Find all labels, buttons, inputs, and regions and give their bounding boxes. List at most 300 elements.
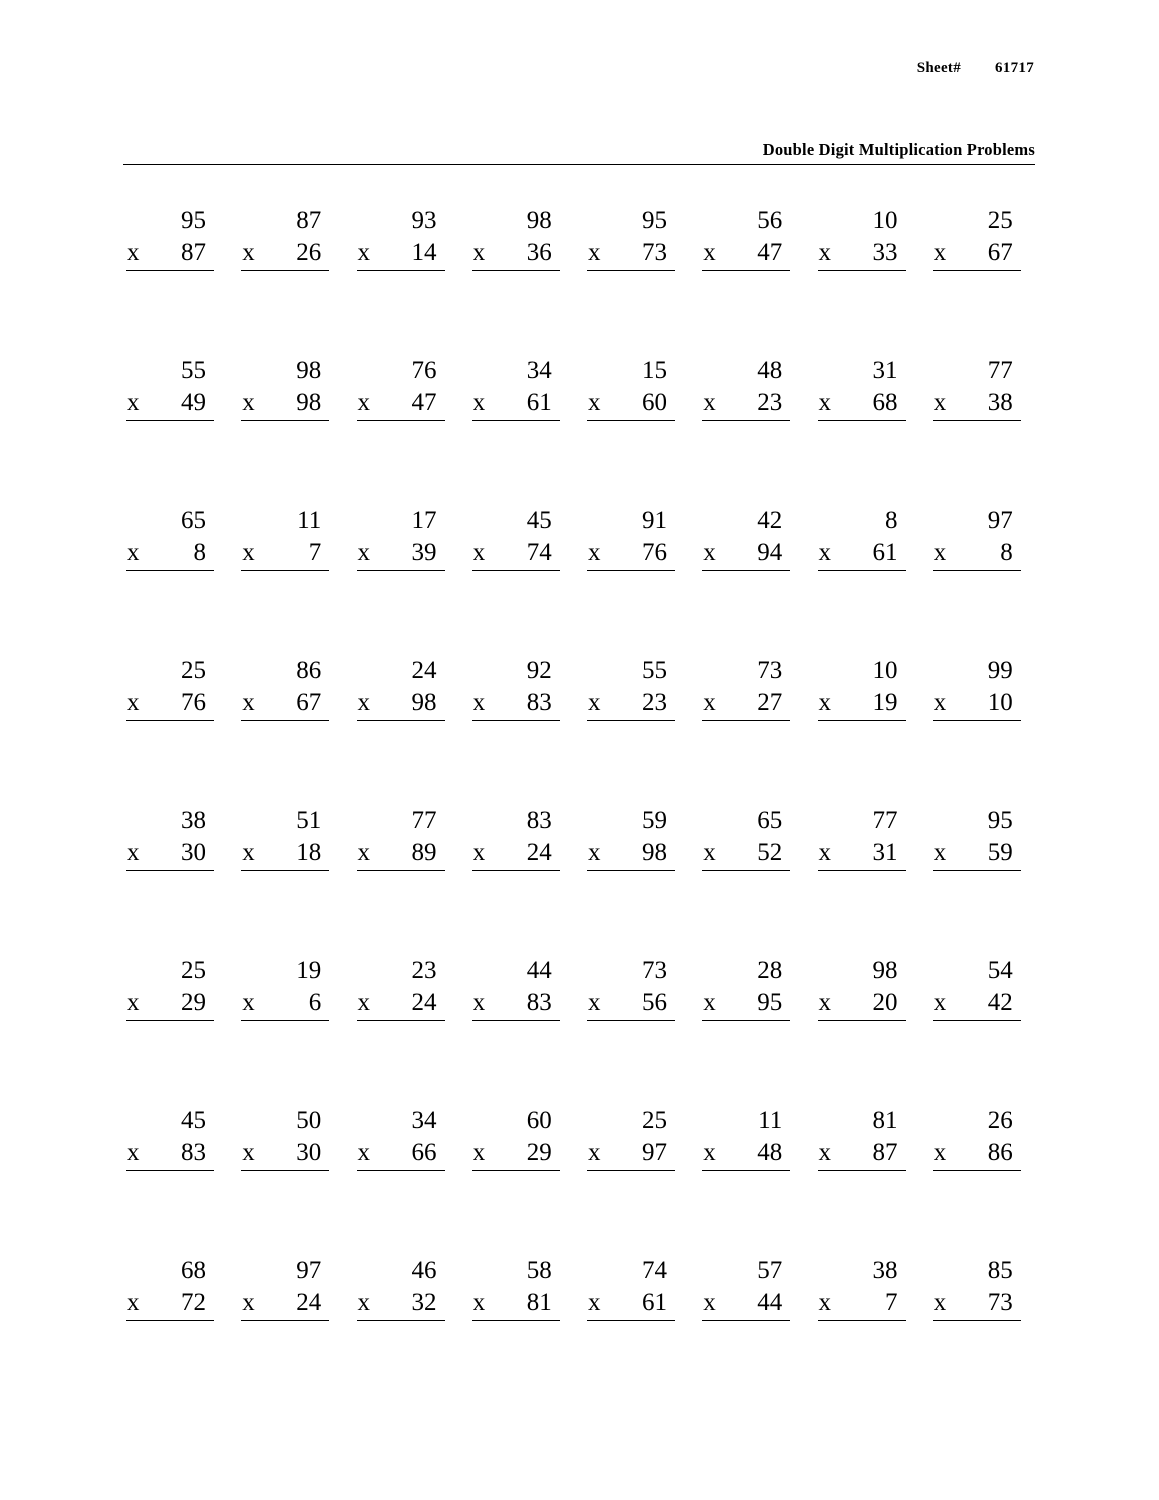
multiplier: 10 xyxy=(987,689,1013,716)
multiplication-problem xyxy=(472,1255,560,1321)
multiplication-problem xyxy=(241,805,329,871)
multiplication-problem xyxy=(818,505,906,571)
multiplier: 83 xyxy=(526,989,552,1016)
problem-cell xyxy=(349,805,464,955)
multiplication-operator: x xyxy=(818,989,831,1016)
multiplier: 24 xyxy=(526,839,552,866)
multiplication-problem xyxy=(702,655,790,721)
multiplication-operator: x xyxy=(357,539,370,566)
multiplicand: 77 xyxy=(872,807,898,834)
multiplication-operator: x xyxy=(357,1289,370,1316)
problem-cell xyxy=(694,955,809,1105)
multiplier: 98 xyxy=(296,389,322,416)
multiplication-operator: x xyxy=(588,239,601,266)
multiplication-problem xyxy=(357,1255,445,1321)
multiplication-problem xyxy=(818,805,906,871)
multiplication-problem xyxy=(357,205,445,271)
problem-cell xyxy=(810,205,925,355)
multiplier-row xyxy=(818,237,906,271)
multiplier: 19 xyxy=(872,689,898,716)
multiplication-problem xyxy=(933,955,1021,1021)
multiplier-row xyxy=(126,537,214,571)
multiplier-row xyxy=(472,1137,560,1171)
multiplication-problem xyxy=(357,655,445,721)
multiplication-operator: x xyxy=(588,389,601,416)
multiplicand: 11 xyxy=(297,507,322,534)
multiplier: 24 xyxy=(296,1289,322,1316)
multiplication-operator: x xyxy=(703,989,716,1016)
multiplier: 27 xyxy=(757,689,783,716)
multiplier-row xyxy=(818,1287,906,1321)
problem-cell xyxy=(118,355,233,505)
multiplier: 29 xyxy=(181,989,206,1016)
multiplicand: 25 xyxy=(987,207,1013,234)
multiplier: 61 xyxy=(642,1289,667,1316)
multiplication-problem xyxy=(126,955,214,1021)
multiplication-problem xyxy=(357,355,445,421)
problem-cell xyxy=(118,955,233,1105)
multiplication-operator: x xyxy=(127,989,140,1016)
multiplier-row xyxy=(587,1287,675,1321)
multiplicand: 54 xyxy=(987,957,1013,984)
multiplier-row xyxy=(126,687,214,721)
multiplication-operator: x xyxy=(242,539,255,566)
multiplier-row xyxy=(472,987,560,1021)
multiplication-operator: x xyxy=(703,1139,716,1166)
multiplication-operator: x xyxy=(242,1139,255,1166)
multiplicand: 73 xyxy=(757,657,783,684)
problem-cell xyxy=(233,955,348,1105)
multiplication-operator: x xyxy=(818,539,831,566)
multiplication-operator: x xyxy=(472,989,486,1016)
multiplication-problem xyxy=(126,805,214,871)
multiplication-operator: x xyxy=(242,1289,255,1316)
multiplier: 95 xyxy=(757,989,783,1016)
multiplier: 98 xyxy=(642,839,667,866)
multiplication-problem xyxy=(702,205,790,271)
multiplier-row xyxy=(126,1287,214,1321)
problem-cell xyxy=(464,1105,579,1255)
multiplier: 66 xyxy=(411,1139,437,1166)
problem-cell xyxy=(810,955,925,1105)
multiplication-problem xyxy=(702,1255,790,1321)
problem-cell xyxy=(118,655,233,805)
problem-cell xyxy=(464,805,579,955)
multiplicand: 76 xyxy=(411,357,437,384)
multiplication-operator: x xyxy=(127,389,140,416)
multiplier: 98 xyxy=(411,689,437,716)
multiplication-problem xyxy=(702,505,790,571)
multiplicand: 17 xyxy=(411,507,437,534)
multiplication-operator: x xyxy=(588,689,601,716)
multiplication-operator: x xyxy=(242,839,255,866)
multiplier: 73 xyxy=(987,1289,1013,1316)
multiplier-row xyxy=(933,237,1021,271)
problem-cell xyxy=(464,1255,579,1405)
problem-cell xyxy=(579,955,694,1105)
multiplication-operator: x xyxy=(818,689,831,716)
multiplier: 76 xyxy=(642,539,667,566)
multiplier-row xyxy=(126,837,214,871)
title-divider xyxy=(123,164,1035,165)
multiplier-row xyxy=(587,537,675,571)
problem-cell xyxy=(349,355,464,505)
multiplication-problem xyxy=(357,505,445,571)
multiplicand: 45 xyxy=(181,1107,206,1134)
multiplier-row xyxy=(472,387,560,421)
multiplier: 39 xyxy=(411,539,437,566)
page-title: Double Digit Multiplication Problems xyxy=(762,140,1035,159)
multiplication-operator: x xyxy=(703,239,716,266)
problem-cell xyxy=(694,655,809,805)
multiplicand: 56 xyxy=(757,207,783,234)
problem-cell xyxy=(925,505,1040,655)
multiplication-problem xyxy=(818,955,906,1021)
multiplication-problem xyxy=(357,955,445,1021)
multiplier: 87 xyxy=(181,239,206,266)
multiplier-row xyxy=(241,987,329,1021)
multiplier-row xyxy=(241,687,329,721)
multiplier: 7 xyxy=(885,1289,898,1316)
multiplier-row xyxy=(702,987,790,1021)
multiplication-problem xyxy=(702,1105,790,1171)
multiplier: 59 xyxy=(987,839,1013,866)
multiplier: 83 xyxy=(526,689,552,716)
multiplication-operator: x xyxy=(357,389,370,416)
multiplier: 47 xyxy=(757,239,783,266)
multiplier: 67 xyxy=(987,239,1013,266)
problem-cell xyxy=(118,1105,233,1255)
problem-row xyxy=(118,655,1040,805)
multiplication-problem xyxy=(472,805,560,871)
multiplication-problem xyxy=(126,1105,214,1171)
multiplier-row xyxy=(241,237,329,271)
multiplier-row xyxy=(126,237,214,271)
problem-cell xyxy=(349,205,464,355)
multiplicand: 23 xyxy=(411,957,437,984)
multiplier: 26 xyxy=(296,239,322,266)
problem-cell xyxy=(233,505,348,655)
multiplier-row xyxy=(357,537,445,571)
multiplicand: 48 xyxy=(757,357,783,384)
multiplication-problem xyxy=(933,505,1021,571)
multiplier-row xyxy=(587,687,675,721)
multiplication-problem xyxy=(818,205,906,271)
multiplier: 68 xyxy=(872,389,898,416)
multiplication-problem xyxy=(241,205,329,271)
problem-cell xyxy=(233,655,348,805)
multiplier: 52 xyxy=(757,839,783,866)
multiplicand: 31 xyxy=(872,357,898,384)
multiplicand: 98 xyxy=(872,957,898,984)
multiplication-problem xyxy=(126,1255,214,1321)
multiplier: 56 xyxy=(642,989,667,1016)
multiplier-row xyxy=(702,537,790,571)
multiplier: 23 xyxy=(642,689,667,716)
problem-cell xyxy=(579,805,694,955)
multiplier-row xyxy=(818,537,906,571)
multiplication-operator: x xyxy=(588,539,601,566)
multiplier: 60 xyxy=(642,389,667,416)
multiplier-row xyxy=(587,237,675,271)
multiplication-problem xyxy=(587,805,675,871)
multiplier-row xyxy=(241,837,329,871)
multiplicand: 26 xyxy=(987,1107,1013,1134)
multiplier-row xyxy=(818,837,906,871)
multiplicand: 55 xyxy=(181,357,206,384)
multiplication-problem xyxy=(818,1255,906,1321)
multiplicand: 24 xyxy=(411,657,437,684)
multiplier: 48 xyxy=(757,1139,783,1166)
multiplicand: 92 xyxy=(526,657,552,684)
multiplication-operator: x xyxy=(472,389,486,416)
multiplication-problem xyxy=(241,355,329,421)
multiplier: 61 xyxy=(872,539,898,566)
problem-row xyxy=(118,805,1040,955)
multiplicand: 15 xyxy=(642,357,667,384)
multiplicand: 74 xyxy=(642,1257,667,1284)
multiplier: 97 xyxy=(642,1139,667,1166)
multiplier-row xyxy=(472,687,560,721)
multiplier: 31 xyxy=(872,839,898,866)
multiplier: 8 xyxy=(193,539,206,566)
multiplication-problem xyxy=(587,355,675,421)
multiplier: 42 xyxy=(987,989,1013,1016)
multiplier-row xyxy=(241,1287,329,1321)
multiplicand: 25 xyxy=(181,957,206,984)
multiplier: 73 xyxy=(642,239,667,266)
problem-cell xyxy=(694,205,809,355)
multiplier: 47 xyxy=(411,389,437,416)
multiplicand: 77 xyxy=(987,357,1013,384)
multiplier-row xyxy=(702,1287,790,1321)
multiplication-operator: x xyxy=(127,839,140,866)
multiplication-operator: x xyxy=(357,1139,370,1166)
multiplier: 67 xyxy=(296,689,322,716)
multiplication-operator: x xyxy=(933,1289,947,1316)
multiplicand: 95 xyxy=(987,807,1013,834)
multiplier: 61 xyxy=(526,389,552,416)
multiplication-operator: x xyxy=(357,989,370,1016)
multiplier-row xyxy=(472,537,560,571)
multiplier: 24 xyxy=(411,989,437,1016)
multiplication-problem xyxy=(587,1255,675,1321)
problem-cell xyxy=(464,205,579,355)
multiplier: 72 xyxy=(181,1289,206,1316)
multiplier: 81 xyxy=(526,1289,552,1316)
multiplier-row xyxy=(587,837,675,871)
multiplication-problem xyxy=(933,355,1021,421)
multiplicand: 46 xyxy=(411,1257,437,1284)
multiplicand: 38 xyxy=(181,807,206,834)
problem-cell xyxy=(464,655,579,805)
multiplication-operator: x xyxy=(472,839,486,866)
multiplication-operator: x xyxy=(818,1289,831,1316)
multiplication-operator: x xyxy=(472,689,486,716)
multiplicand: 91 xyxy=(642,507,667,534)
multiplicand: 59 xyxy=(642,807,667,834)
multiplication-problem xyxy=(933,805,1021,871)
multiplier-row xyxy=(587,387,675,421)
problem-cell xyxy=(349,655,464,805)
multiplicand: 73 xyxy=(642,957,667,984)
multiplicand: 58 xyxy=(526,1257,552,1284)
multiplication-operator: x xyxy=(472,1289,486,1316)
multiplier-row xyxy=(933,837,1021,871)
multiplier: 32 xyxy=(411,1289,437,1316)
multiplier-row xyxy=(933,687,1021,721)
multiplication-problem xyxy=(702,805,790,871)
multiplier-row xyxy=(933,387,1021,421)
multiplicand: 98 xyxy=(526,207,552,234)
problem-cell xyxy=(810,355,925,505)
problem-cell xyxy=(579,655,694,805)
multiplication-operator: x xyxy=(127,1289,140,1316)
problem-cell xyxy=(233,205,348,355)
problem-cell xyxy=(925,355,1040,505)
multiplication-problem xyxy=(472,655,560,721)
problem-row xyxy=(118,1105,1040,1255)
multiplication-operator: x xyxy=(472,239,486,266)
multiplication-problem xyxy=(587,1105,675,1171)
multiplier-row xyxy=(702,687,790,721)
problem-grid xyxy=(118,205,1040,1405)
multiplicand: 77 xyxy=(411,807,437,834)
multiplier-row xyxy=(702,837,790,871)
multiplication-problem xyxy=(933,1255,1021,1321)
multiplication-operator: x xyxy=(933,989,947,1016)
multiplication-problem xyxy=(587,205,675,271)
multiplier: 83 xyxy=(181,1139,206,1166)
multiplier: 30 xyxy=(296,1139,322,1166)
problem-cell xyxy=(233,805,348,955)
multiplier-row xyxy=(702,1137,790,1171)
problem-cell xyxy=(810,505,925,655)
multiplier-row xyxy=(126,987,214,1021)
multiplicand: 57 xyxy=(757,1257,783,1284)
problem-cell xyxy=(810,655,925,805)
multiplication-problem xyxy=(472,205,560,271)
multiplication-problem xyxy=(472,505,560,571)
multiplication-problem xyxy=(126,205,214,271)
multiplier-row xyxy=(472,837,560,871)
multiplier-row xyxy=(357,1137,445,1171)
problem-cell xyxy=(118,805,233,955)
multiplication-problem xyxy=(818,1105,906,1171)
multiplier-row xyxy=(702,237,790,271)
problem-cell xyxy=(464,955,579,1105)
multiplier: 33 xyxy=(872,239,898,266)
multiplication-operator: x xyxy=(357,239,370,266)
multiplier: 30 xyxy=(181,839,206,866)
multiplication-problem xyxy=(933,205,1021,271)
problem-cell xyxy=(464,355,579,505)
multiplication-operator: x xyxy=(588,1139,601,1166)
problem-cell xyxy=(579,205,694,355)
multiplication-problem xyxy=(357,805,445,871)
multiplicand: 44 xyxy=(526,957,552,984)
multiplicand: 10 xyxy=(872,207,898,234)
multiplier: 20 xyxy=(872,989,898,1016)
multiplicand: 11 xyxy=(758,1107,783,1134)
problem-cell xyxy=(118,205,233,355)
multiplier-row xyxy=(818,987,906,1021)
multiplication-operator: x xyxy=(242,689,255,716)
multiplier: 7 xyxy=(308,539,322,566)
problem-cell xyxy=(694,355,809,505)
problem-cell xyxy=(349,1105,464,1255)
multiplicand: 25 xyxy=(181,657,206,684)
multiplier-row xyxy=(472,1287,560,1321)
problem-cell xyxy=(579,355,694,505)
multiplication-problem xyxy=(702,955,790,1021)
multiplication-problem xyxy=(702,355,790,421)
problem-cell xyxy=(233,355,348,505)
multiplication-operator: x xyxy=(472,539,486,566)
multiplicand: 34 xyxy=(526,357,552,384)
multiplication-operator: x xyxy=(588,1289,601,1316)
multiplication-operator: x xyxy=(818,389,831,416)
multiplicand: 65 xyxy=(181,507,206,534)
multiplication-operator: x xyxy=(127,239,140,266)
multiplication-problem xyxy=(241,1105,329,1171)
problem-cell xyxy=(464,505,579,655)
multiplicand: 95 xyxy=(642,207,667,234)
multiplier-row xyxy=(357,387,445,421)
multiplier-row xyxy=(241,387,329,421)
multiplication-problem xyxy=(587,955,675,1021)
multiplicand: 28 xyxy=(757,957,783,984)
problem-cell xyxy=(694,505,809,655)
multiplier-row xyxy=(587,1137,675,1171)
problem-row xyxy=(118,505,1040,655)
multiplicand: 83 xyxy=(526,807,552,834)
sheet-number: 61717 xyxy=(995,60,1034,76)
multiplication-operator: x xyxy=(127,1139,140,1166)
multiplication-operator: x xyxy=(818,239,831,266)
problem-cell xyxy=(579,1105,694,1255)
multiplicand: 55 xyxy=(642,657,667,684)
multiplier-row xyxy=(241,1137,329,1171)
multiplication-problem xyxy=(241,955,329,1021)
multiplier: 14 xyxy=(411,239,437,266)
problem-cell xyxy=(579,505,694,655)
multiplication-problem xyxy=(472,1105,560,1171)
problem-cell xyxy=(925,955,1040,1105)
problem-cell xyxy=(118,505,233,655)
problem-cell xyxy=(810,805,925,955)
problem-cell xyxy=(925,655,1040,805)
multiplication-operator: x xyxy=(588,989,601,1016)
problem-row xyxy=(118,1255,1040,1405)
multiplicand: 19 xyxy=(296,957,322,984)
multiplication-operator: x xyxy=(933,239,947,266)
multiplicand: 25 xyxy=(642,1107,667,1134)
multiplier-row xyxy=(818,687,906,721)
multiplication-operator: x xyxy=(933,689,947,716)
multiplication-problem xyxy=(241,1255,329,1321)
problem-cell xyxy=(233,1105,348,1255)
multiplication-operator: x xyxy=(127,539,140,566)
multiplier-row xyxy=(357,1287,445,1321)
problem-cell xyxy=(810,1255,925,1405)
multiplication-operator: x xyxy=(818,1139,831,1166)
multiplier-row xyxy=(472,237,560,271)
multiplication-operator: x xyxy=(357,689,370,716)
multiplication-operator: x xyxy=(703,689,716,716)
multiplier-row xyxy=(702,387,790,421)
sheet-header xyxy=(917,60,1034,77)
